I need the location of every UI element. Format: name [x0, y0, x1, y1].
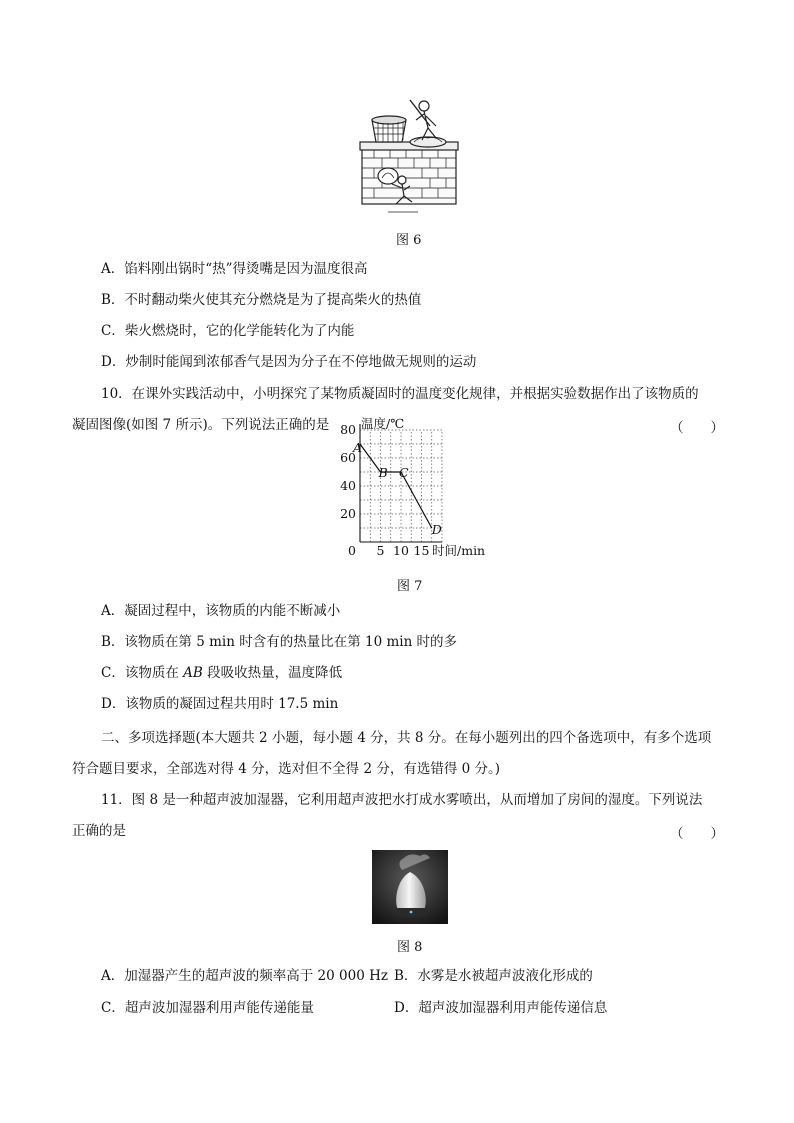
q10-option-d: D．该物质的凝固过程共用时 17.5 min: [101, 696, 339, 712]
x-tick-label: 5: [376, 543, 385, 558]
figure-6-illustration: [358, 96, 460, 218]
q10-answer-blank: （ ）: [670, 420, 724, 436]
y-tick-label: 40: [340, 478, 356, 493]
q10-option-a: A．凝固过程中，该物质的内能不断减小: [101, 603, 341, 619]
section2-heading-line1: 二、多项选择题(本大题共 2 小题，每小题 4 分，共 8 分。在每小题列出的四个备选项中，有多个选项: [101, 730, 712, 746]
q9-option-c: C．柴火燃烧时，它的化学能转化为了内能: [101, 323, 355, 339]
q10-stem-line2: 凝固图像(如图 7 所示)。下列说法正确的是: [72, 417, 330, 433]
figure-8-humidifier-photo: [372, 850, 448, 924]
q10-option-c: C．该物质在 AB 段吸收热量，温度降低: [101, 665, 343, 681]
y-tick-label: 80: [340, 422, 356, 437]
figure-7-chart: [328, 416, 492, 564]
q11-stem-line1: 11．图 8 是一种超声波加湿器，它利用超声波把水打成水雾喷出，从而增加了房间的湿度。下列说法: [101, 792, 703, 808]
q11-option-d: D．超声波加湿器利用声能传递信息: [394, 1000, 608, 1016]
figure-6-caption: 图 6: [396, 233, 422, 248]
q11-stem-line2: 正确的是: [72, 823, 126, 839]
figure-8-caption: 图 8: [397, 940, 423, 955]
point-label-c: C: [399, 465, 409, 480]
x-tick-label: 15: [413, 543, 430, 558]
x-tick-label: 10: [393, 543, 409, 558]
y-tick-label: 60: [340, 450, 356, 465]
y-axis-label: 温度/℃: [361, 416, 405, 431]
q11-option-b: B．水雾是水被超声波液化形成的: [394, 968, 593, 984]
x-axis-label: 时间/min: [432, 543, 486, 558]
q9-option-a: A．馅料刚出锅时“热”得烫嘴是因为温度很高: [101, 261, 368, 277]
q11-option-a: A．加湿器产生的超声波的频率高于 20 000 Hz: [101, 968, 388, 984]
figure-7-caption: 图 7: [397, 579, 423, 594]
section2-heading-line2: 符合题目要求，全部选对得 4 分，选对但不全得 2 分，有选错得 0 分。): [72, 761, 501, 777]
q11-answer-blank: （ ）: [670, 826, 724, 842]
q11-option-c: C．超声波加湿器利用声能传递能量: [101, 1000, 314, 1016]
q9-option-b: B．不时翻动柴火使其充分燃烧是为了提高柴火的热值: [101, 292, 422, 308]
q9-option-d: D．炒制时能闻到浓郁香气是因为分子在不停地做无规则的运动: [101, 354, 477, 370]
q10-stem-line1: 10．在课外实践活动中，小明探究了某物质凝固时的温度变化规律，并根据实验数据作出了该物质的: [101, 386, 699, 402]
point-label-b: B: [378, 465, 388, 480]
y-tick-label: 20: [340, 506, 356, 521]
point-label-d: D: [431, 522, 442, 537]
origin-tick: 0: [348, 543, 356, 558]
q10-option-b: B．该物质在第 5 min 时含有的热量比在第 10 min 时的多: [101, 634, 458, 650]
point-label-a: A: [353, 440, 363, 455]
